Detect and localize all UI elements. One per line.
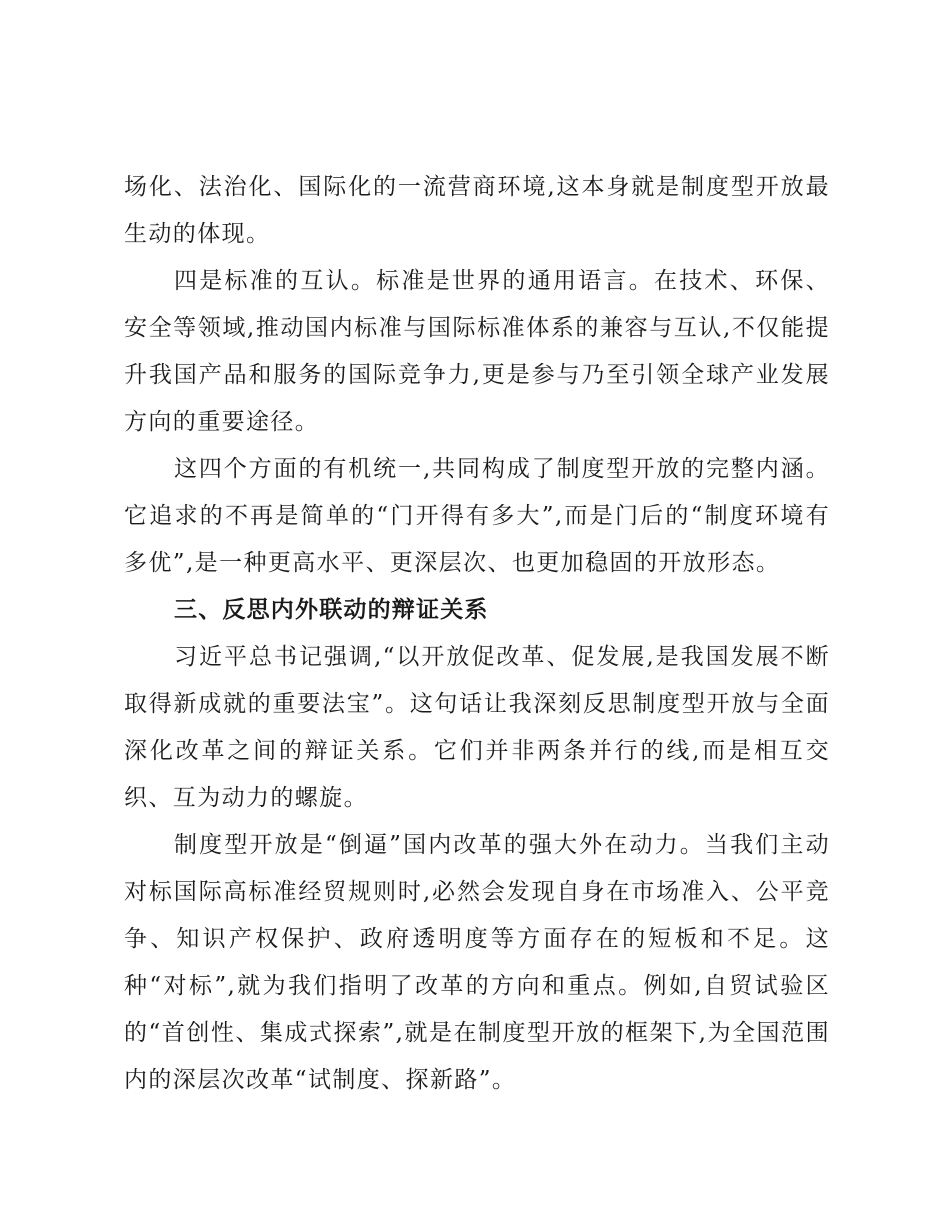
paragraph-institutional-opening: 制度型开放是“倒逼”国内改革的强大外在动力。当我们主动对标国际高标准经贸规则时,必然会发现自身在市场准入、公平竞争、知识产权保护、政府透明度等方面存在的短板和不足。这种“对标”,就为我们指明了改革的方向和重点。例如,自贸试验区的“首创性、集成式探索”,就是在制度型开放的框架下,为全国范围内的深层次改革“试制度、探新路”。 <box>124 832 830 1093</box>
paragraph-standards-mutual-recognition: 四是标准的互认。标准是世界的通用语言。在技术、环保、安全等领域,推动国内标准与国际标准体系的兼容与互认,不仅能提升我国产品和服务的国际竞争力,更是参与乃至引领全球产业发展方向的重要途径。 <box>124 268 830 435</box>
paragraph-four-aspects-summary: 这四个方面的有机统一,共同构成了制度型开放的完整内涵。它追求的不再是简单的“门开得有多大”,而是门后的“制度环境有多优”,是一种更高水平、更深层次、也更加稳固的开放形态。 <box>124 456 830 576</box>
paragraph-continuation: 场化、法治化、国际化的一流营商环境,这本身就是制度型开放最生动的体现。 <box>124 174 830 247</box>
document-body <box>124 164 830 1104</box>
section-heading-three: 三、反思内外联动的辩证关系 <box>174 597 489 623</box>
paragraph-xi-quote: 习近平总书记强调,“以开放促改革、促发展,是我国发展不断取得新成就的重要法宝”。这句话让我深刻反思制度型开放与全面深化改革之间的辩证关系。它们并非两条并行的线,而是相互交织、互为动力的螺旋。 <box>124 644 830 811</box>
